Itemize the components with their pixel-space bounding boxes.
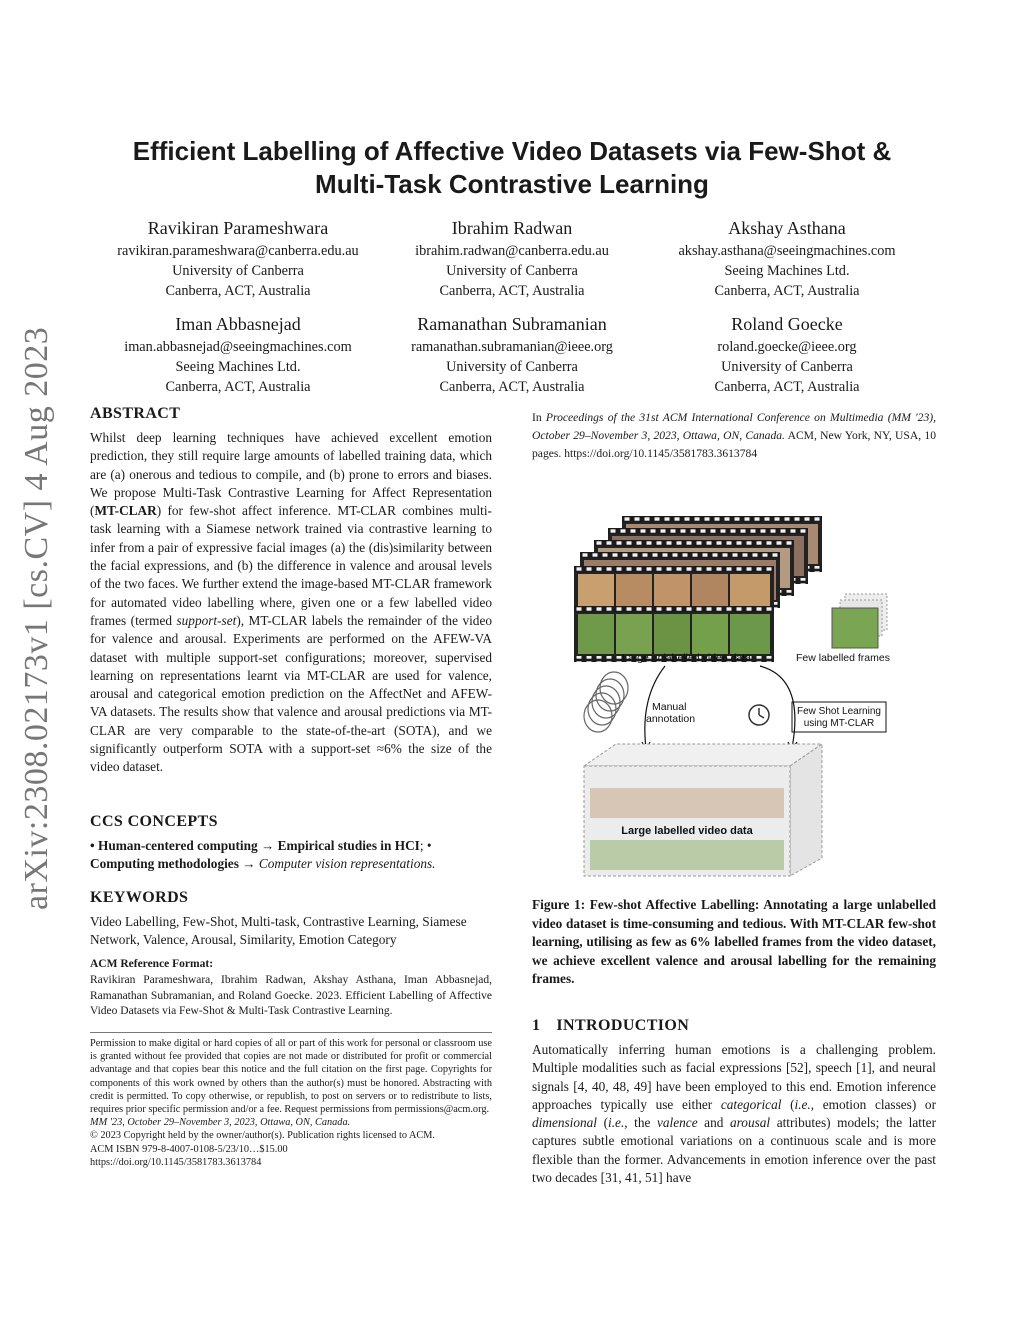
intro-text-part: , emotion classes) or bbox=[810, 1096, 937, 1112]
abstract-text-part: Whilst deep learning techniques have achieved excellent emotion prediction, they still require large amounts of labelled training data, which are (a) onerous and tedious to compile, and (b) prone to errors and biases. We propose Multi-Task Contrastive Learning for Affect Representation ( bbox=[90, 430, 492, 519]
author-block-3 bbox=[650, 216, 924, 301]
effort-coins-icon bbox=[584, 672, 628, 732]
label-large-unlabelled: Large unlabelled video data bbox=[622, 652, 752, 664]
ccs-concept-2: Computing methodologies bbox=[90, 856, 239, 872]
permission-footnote bbox=[90, 1037, 492, 1169]
ccs-concept-1: • Human-centered computing bbox=[90, 838, 258, 853]
clock-icon bbox=[749, 705, 769, 725]
paper-title bbox=[60, 135, 964, 201]
author-affiliation: Seeing Machines Ltd. bbox=[175, 359, 301, 375]
label-manual: Manual bbox=[652, 701, 687, 713]
label-annotation: annotation bbox=[646, 713, 696, 725]
author-affiliation: University of Canberra bbox=[446, 263, 578, 279]
label-large-labelled: Large labelled video data bbox=[621, 825, 753, 837]
ccs-concept-2-target: Computer vision representations. bbox=[258, 856, 436, 872]
proceedings-suffix: ACM, New York, NY, USA, 10 pages. https://doi.org/10.1145/3581783.3613784 bbox=[532, 429, 936, 460]
intro-text-part: ( bbox=[781, 1096, 795, 1112]
proceedings-prefix: In bbox=[532, 411, 546, 424]
introduction-heading bbox=[532, 1017, 936, 1035]
abstract-section bbox=[90, 405, 492, 777]
keywords-text: Video Labelling, Few-Shot, Multi-task, Contrastive Learning, Siamese Network, Valence, Arousal, Similarity, Emotion Category bbox=[90, 914, 467, 948]
proceedings-italic: Proceedings of the 31st ACM International Conference on Multimedia (MM '23), October 29–November 3, 2023, Ottawa, ON, Canada. bbox=[532, 411, 936, 442]
introduction-title: INTRODUCTION bbox=[556, 1017, 690, 1034]
arxiv-identifier: arXiv:2308.02173v1 [cs.CV] 4 Aug 2023 bbox=[18, 326, 55, 910]
author-location: Canberra, ACT, Australia bbox=[714, 283, 860, 299]
author-affiliation: University of Canberra bbox=[172, 263, 304, 279]
author-affiliation: University of Canberra bbox=[721, 359, 853, 375]
intro-text-part: attributes) models; the latter captures subtle emotional variations on a continuous scale and is more flexible than the former. Advancements in emotion inference over the past two decades [31, 41, 51] have bbox=[532, 1115, 936, 1186]
keywords-section bbox=[90, 889, 492, 950]
abstract-heading: ABSTRACT bbox=[90, 405, 181, 422]
keywords-heading: KEYWORDS bbox=[90, 889, 189, 906]
proceedings-note bbox=[532, 409, 936, 463]
ccs-section bbox=[90, 813, 492, 874]
label-fsl-1: Few Shot Learning bbox=[797, 706, 881, 717]
permission-copyright: © 2023 Copyright held by the owner/author(s). Publication rights licensed to ACM. bbox=[90, 1130, 436, 1142]
intro-text-part: ( bbox=[597, 1115, 609, 1131]
label-fsl-2: using MT-CLAR bbox=[803, 718, 875, 729]
abstract-text bbox=[90, 429, 492, 777]
author-affiliation: University of Canberra bbox=[446, 359, 578, 375]
abstract-text-part: ) for few-shot affect inference. MT-CLAR combines multi-task learning with a Siamese network trained via contrastive learning to infer from a pair of expressive facial images (a) the (dis)similarity between the facial expressions, and (b) the difference in valence and arousal levels of the two faces. We further extend the image-based MT-CLAR framework for automated video labelling where, given one or a few labelled video frames (termed bbox=[90, 503, 492, 628]
label-few-labelled: Few labelled frames bbox=[796, 652, 890, 664]
ccs-heading: CCS CONCEPTS bbox=[90, 813, 218, 830]
author-block-4 bbox=[100, 312, 376, 397]
acm-reference-section bbox=[90, 958, 492, 1020]
intro-text-part: and bbox=[697, 1115, 730, 1131]
intro-italic: dimensional bbox=[532, 1115, 598, 1131]
ccs-arrow: → bbox=[238, 856, 259, 872]
introduction-number: 1 bbox=[532, 1017, 541, 1034]
author-email: akshay.asthana@seeingmachines.com bbox=[678, 243, 896, 259]
author-email: ravikiran.parameshwara@canberra.edu.au bbox=[117, 243, 359, 259]
ccs-arrow: → bbox=[257, 838, 278, 853]
author-block-6 bbox=[650, 312, 924, 397]
author-affiliation: Seeing Machines Ltd. bbox=[724, 263, 850, 279]
author-block-5 bbox=[382, 312, 642, 397]
author-name: Iman Abbasnejad bbox=[175, 314, 301, 334]
caption-text: Figure 1: Few-shot Affective Labelling: Annotating a large unlabelled video dataset is time-consuming and tedious. With MT-CLAR few-shot learning, utilising as few as 6% labelled frames from the video dataset, we achieve excellent valence and arousal labelling for the remaining frames. bbox=[532, 897, 936, 987]
author-block-2 bbox=[382, 216, 642, 301]
author-name: Ravikiran Parameshwara bbox=[147, 218, 329, 238]
abstract-mtclar-bold: MT-CLAR bbox=[94, 503, 157, 519]
author-email: ramanathan.subramanian@ieee.org bbox=[411, 339, 613, 355]
permission-text: Permission to make digital or hard copies of all or part of this work for personal or classroom use is granted without fee provided that copies are not made or distributed for profit or commercial advantage and that copies bear this notice and the full citation on the first page. Copyrights for components of this work owned by others than the author(s) must be honored. Abstracting with credit is permitted. To copy otherwise, or republish, to post on servers or to redistribute to lists, requires prior specific permission and/or a fee. Request permissions from permissions@acm.org. bbox=[90, 1038, 492, 1116]
author-name: Ramanathan Subramanian bbox=[417, 314, 607, 334]
abstract-text-part: ), MT-CLAR labels the remainder of the video for valence and arousal. Experiments are performed on the AFEW-VA dataset with multiple support-set configurations; moreover, supervised learning on representations learnt via MT-CLAR are used for valence, arousal and categorical emotion prediction on the AffectNet and AFEW-VA datasets. The results show that valence and arousal predictions via MT-CLAR are very comparable to the state-of-the-art (SOTA), and we significantly outperform SOTA with a support-set ≈6% the size of the video dataset. bbox=[90, 612, 492, 775]
permission-venue: MM '23, October 29–November 3, 2023, Ottawa, ON, Canada. bbox=[90, 1117, 351, 1129]
title-line-2: Multi-Task Contrastive Learning bbox=[315, 169, 709, 199]
author-email: roland.goecke@ieee.org bbox=[717, 339, 857, 355]
acm-reference-heading: ACM Reference Format: bbox=[90, 958, 214, 970]
labelled-video-cube bbox=[584, 744, 822, 876]
author-name: Akshay Asthana bbox=[728, 218, 846, 238]
author-location: Canberra, ACT, Australia bbox=[165, 379, 311, 395]
author-location: Canberra, ACT, Australia bbox=[714, 379, 860, 395]
figure-1-caption bbox=[532, 896, 936, 989]
ccs-concept-1-target: Empirical studies in HCI bbox=[277, 838, 420, 853]
few-labelled-frames bbox=[832, 594, 887, 648]
title-line-1: Efficient Labelling of Affective Video Datasets via Few-Shot & bbox=[132, 136, 892, 166]
intro-italic: valence bbox=[657, 1115, 698, 1131]
introduction-section bbox=[532, 1017, 936, 1187]
author-block-1 bbox=[100, 216, 376, 301]
intro-italic: categorical bbox=[720, 1096, 782, 1112]
author-location: Canberra, ACT, Australia bbox=[165, 283, 311, 299]
unlabelled-video-stack bbox=[574, 516, 822, 662]
intro-text-part: , the bbox=[624, 1115, 657, 1131]
author-email: ibrahim.radwan@canberra.edu.au bbox=[415, 243, 609, 259]
author-location: Canberra, ACT, Australia bbox=[439, 379, 585, 395]
author-email: iman.abbasnejad@seeingmachines.com bbox=[124, 339, 352, 355]
fsl-box bbox=[792, 702, 886, 732]
ccs-separator: ; • bbox=[419, 838, 432, 853]
author-name: Ibrahim Radwan bbox=[451, 218, 573, 238]
footnote-divider bbox=[90, 1032, 492, 1033]
author-name: Roland Goecke bbox=[731, 314, 843, 334]
author-location: Canberra, ACT, Australia bbox=[439, 283, 585, 299]
intro-text-part: Automatically inferring human emotions is a challenging problem. Multiple modalities such as facial expressions [52], speech [1], and neural signals [4, 40, 48, 49] have been employed to this end. Emotion inference approaches typically use either bbox=[532, 1042, 936, 1112]
acm-reference-text: Ravikiran Parameshwara, Ibrahim Radwan, Akshay Asthana, Iman Abbasnejad, Ramanathan Subramanian, and Roland Goecke. 2023. Efficient Labelling of Affective Video Datasets via Few-Shot & Multi-Task Contrastive Learning. bbox=[90, 974, 492, 1017]
permission-doi: https://doi.org/10.1145/3581783.3613784 bbox=[90, 1156, 262, 1168]
abstract-support-set-italic: support-set bbox=[176, 612, 237, 628]
figure-1-diagram bbox=[560, 498, 920, 878]
intro-italic: arousal bbox=[729, 1115, 771, 1131]
ccs-text bbox=[90, 837, 492, 874]
proceedings-text bbox=[532, 409, 936, 463]
intro-italic: i.e. bbox=[794, 1096, 811, 1112]
intro-italic: i.e. bbox=[608, 1115, 625, 1131]
permission-isbn: ACM ISBN 979-8-4007-0108-5/23/10…$15.00 bbox=[90, 1143, 288, 1155]
introduction-text bbox=[532, 1041, 936, 1187]
